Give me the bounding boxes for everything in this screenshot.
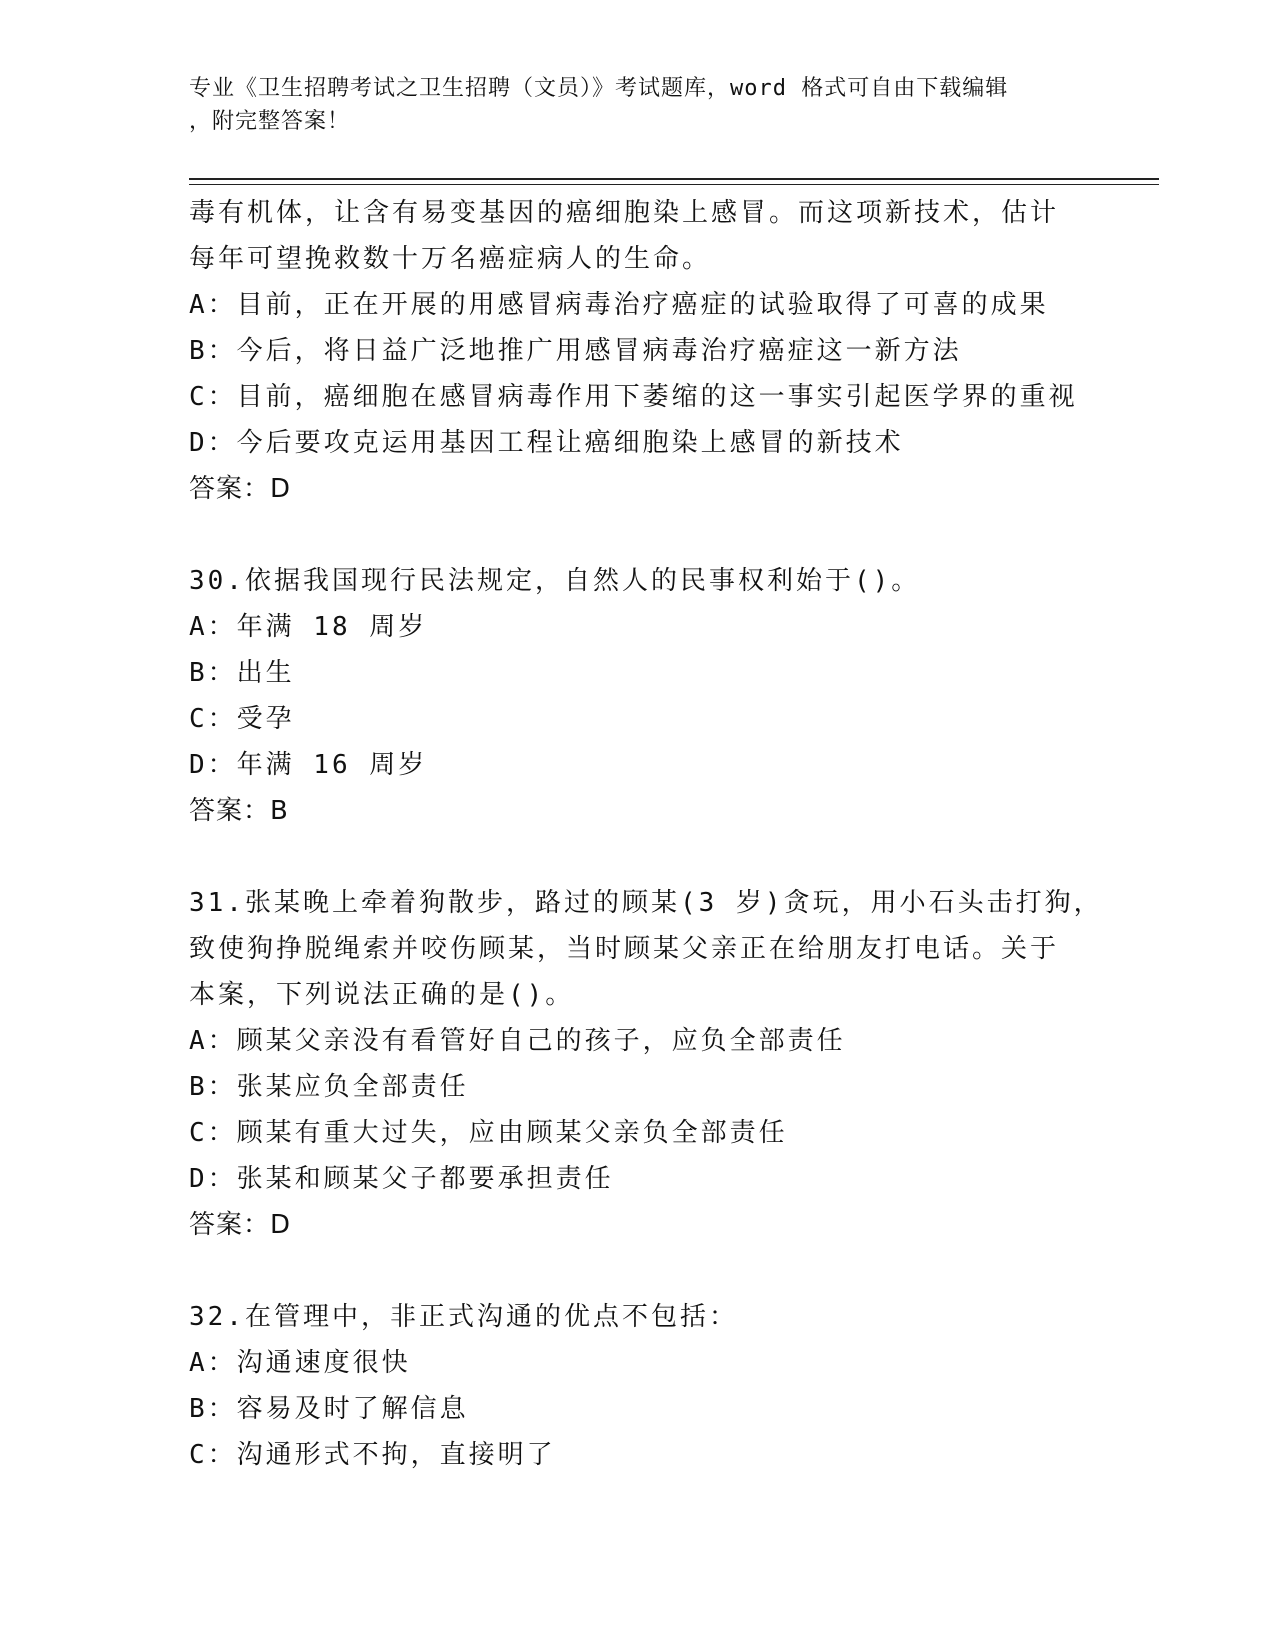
stem-line: 毒有机体，让含有易变基因的癌细胞染上感冒。而这项新技术，估计 (189, 198, 1060, 228)
answer-label: 答案：D (189, 474, 292, 504)
spacer (189, 834, 1089, 880)
option-d: D：张某和顾某父子都要承担责任 (189, 1164, 614, 1194)
spacer (189, 512, 1089, 558)
header-title-line-1: 专业《卫生招聘考试之卫生招聘（文员）》考试题库，word 格式可自由下载编辑 (189, 76, 1009, 101)
document-header (189, 72, 1069, 138)
header-title-line-2: ，附完整答案！ (189, 109, 351, 134)
question-continuation (189, 190, 1089, 512)
option-c: C：受孕 (189, 704, 295, 734)
option-d: D：今后要攻克运用基因工程让癌细胞染上感冒的新技术 (189, 428, 904, 458)
question-content (189, 190, 1103, 1478)
stem-line: 本案，下列说法正确的是()。 (189, 980, 575, 1010)
header-divider-thick (189, 178, 1159, 180)
option-b: B：容易及时了解信息 (189, 1394, 469, 1424)
question-31 (189, 880, 1103, 1248)
option-a: A：沟通速度很快 (189, 1348, 411, 1378)
answer-label: 答案：B (189, 796, 289, 826)
spacer (189, 1248, 1089, 1294)
option-b: B：张某应负全部责任 (189, 1072, 469, 1102)
answer-label: 答案：D (189, 1210, 292, 1240)
question-30 (189, 558, 1089, 834)
option-d: D：年满 16 周岁 (189, 750, 428, 780)
stem-line: 31.张某晚上牵着狗散步，路过的顾某(3 岁)贪玩，用小石头击打狗， (189, 888, 1103, 918)
option-a: A：目前，正在开展的用感冒病毒治疗癌症的试验取得了可喜的成果 (189, 290, 1049, 320)
stem-line: 每年可望挽救数十万名癌症病人的生命。 (189, 244, 712, 274)
option-b: B：今后，将日益广泛地推广用感冒病毒治疗癌症这一新方法 (189, 336, 962, 366)
stem-line: 致使狗挣脱绳索并咬伤顾某，当时顾某父亲正在给朋友打电话。关于 (189, 934, 1060, 964)
header-divider-thin (189, 184, 1159, 185)
option-c: C：目前，癌细胞在感冒病毒作用下萎缩的这一事实引起医学界的重视 (189, 382, 1078, 412)
option-a: A：顾某父亲没有看管好自己的孩子，应负全部责任 (189, 1026, 846, 1056)
stem-line: 32.在管理中，非正式沟通的优点不包括： (189, 1302, 738, 1332)
option-b: B：出生 (189, 658, 295, 688)
option-c: C：沟通形式不拘，直接明了 (189, 1440, 556, 1470)
option-c: C：顾某有重大过失，应由顾某父亲负全部责任 (189, 1118, 788, 1148)
stem-line: 30.依据我国现行民法规定，自然人的民事权利始于()。 (189, 566, 921, 596)
question-32 (189, 1294, 1089, 1478)
option-a: A：年满 18 周岁 (189, 612, 428, 642)
